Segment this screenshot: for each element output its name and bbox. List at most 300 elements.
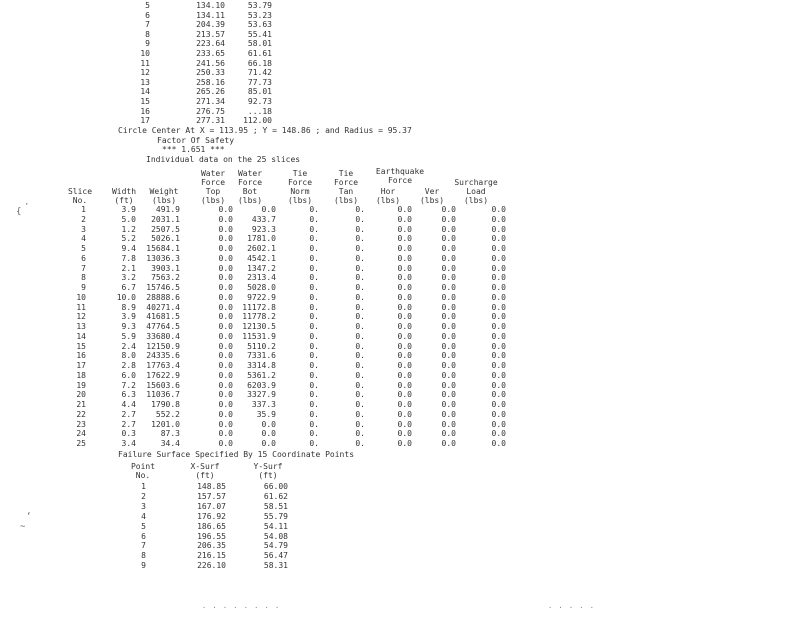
slice-weight: 2031.1 <box>151 214 180 224</box>
eq-ver: 0.0 <box>441 214 456 224</box>
point-y: 53.63 <box>247 20 272 30</box>
header-width: Width <box>111 187 137 196</box>
point-number: 7 <box>145 20 150 30</box>
slice-width: 10.0 <box>116 292 136 302</box>
slice-width: 9.3 <box>121 322 136 332</box>
surcharge: 0.0 <box>491 419 506 429</box>
tie-tan: 0. <box>355 331 365 341</box>
point-number: 15 <box>140 97 150 106</box>
water-bot: 0.0 <box>261 419 276 429</box>
slice-no: 5 <box>81 244 86 254</box>
water-bot: 6203.9 <box>247 380 276 390</box>
slice-no: 1 <box>81 205 86 214</box>
surcharge: 0.0 <box>491 409 506 419</box>
factor-of-safety-label: Factor Of Safety <box>157 136 235 145</box>
fs-point-x: 186.65 <box>197 521 226 531</box>
tie-tan: 0. <box>355 400 365 410</box>
eq-ver: 0.0 <box>441 361 456 371</box>
tie-tan: 0. <box>355 224 365 234</box>
slice-width: 3.9 <box>121 205 136 214</box>
header-width: (ft) <box>114 196 134 205</box>
slice-width: 3.9 <box>121 312 136 322</box>
water-bot: 0.0 <box>261 429 276 439</box>
slice-width: 6.3 <box>121 390 136 400</box>
slice-width: 8.0 <box>121 351 136 361</box>
eq-ver: 0.0 <box>441 370 456 380</box>
point-x: 277.31 <box>196 116 225 126</box>
water-top: 0.0 <box>218 351 233 361</box>
water-bot: 2313.4 <box>247 273 276 283</box>
water-bot: 7331.6 <box>247 351 276 361</box>
fs-point-number: 8 <box>141 551 146 561</box>
point-number: 6 <box>145 10 150 20</box>
slice-no: 15 <box>76 341 86 351</box>
surcharge: 0.0 <box>491 224 506 234</box>
point-y: 61.61 <box>247 49 272 58</box>
tie-tan: 0. <box>355 390 365 400</box>
tie-tan: 0. <box>355 283 365 293</box>
water-top: 0.0 <box>218 409 233 419</box>
header-tie-norm: Force <box>287 178 313 187</box>
tie-norm: 0. <box>309 370 319 380</box>
point-number: 16 <box>140 106 150 116</box>
fs-header-point: Point <box>130 462 156 471</box>
tie-norm: 0. <box>309 273 319 283</box>
tie-norm: 0. <box>309 234 319 244</box>
surcharge: 0.0 <box>491 429 506 439</box>
header-slice: Slice <box>67 187 93 196</box>
point-number: 10 <box>140 49 150 58</box>
water-top: 0.0 <box>218 234 233 244</box>
point-x: 258.16 <box>196 77 225 87</box>
water-top: 0.0 <box>218 400 233 410</box>
eq-ver: 0.0 <box>441 302 456 312</box>
slice-weight: 15746.5 <box>146 283 180 293</box>
tie-tan: 0. <box>355 302 365 312</box>
eq-ver: 0.0 <box>441 205 456 214</box>
eq-ver: 0.0 <box>441 283 456 293</box>
slice-width: 6.0 <box>121 370 136 380</box>
header-eq-force: Force <box>387 176 413 185</box>
slice-no: 13 <box>76 322 86 332</box>
tie-tan: 0. <box>355 419 365 429</box>
point-x: 241.56 <box>196 58 225 68</box>
tie-tan: 0. <box>355 439 365 449</box>
eq-ver: 0.0 <box>441 292 456 302</box>
point-number: 11 <box>140 58 150 68</box>
eq-hor: 0.0 <box>397 312 412 322</box>
water-bot: 5028.0 <box>247 283 276 293</box>
slice-weight: 34.4 <box>160 439 180 449</box>
water-bot: 0.0 <box>261 205 276 214</box>
eq-ver: 0.0 <box>441 234 456 244</box>
header-weight: (lbs) <box>151 196 177 205</box>
header-eq-hor: (lbs) <box>375 196 401 205</box>
tie-norm: 0. <box>309 214 319 224</box>
water-top: 0.0 <box>218 283 233 293</box>
tie-tan: 0. <box>355 380 365 390</box>
surcharge: 0.0 <box>491 253 506 263</box>
water-bot: 3327.9 <box>247 390 276 400</box>
water-top: 0.0 <box>218 322 233 332</box>
left-margin-mark: { <box>16 207 22 217</box>
tie-tan: 0. <box>355 253 365 263</box>
eq-ver: 0.0 <box>441 263 456 273</box>
point-y: ...18 <box>247 106 272 116</box>
tie-norm: 0. <box>309 283 319 293</box>
water-top: 0.0 <box>218 380 233 390</box>
slice-weight: 2507.5 <box>151 224 180 234</box>
eq-hor: 0.0 <box>397 205 412 214</box>
point-x: 265.26 <box>196 87 225 97</box>
surcharge: 0.0 <box>491 302 506 312</box>
header-water-top: Top <box>205 187 221 196</box>
surcharge: 0.0 <box>491 370 506 380</box>
failure-surface-line: Failure Surface Specified By 15 Coordinate Points <box>118 450 355 459</box>
slice-no: 3 <box>81 224 86 234</box>
surcharge: 0.0 <box>491 263 506 273</box>
fs-point-number: 3 <box>141 501 146 511</box>
water-top: 0.0 <box>218 244 233 254</box>
point-x: 233.65 <box>196 49 225 58</box>
water-top: 0.0 <box>218 341 233 351</box>
eq-ver: 0.0 <box>441 244 456 254</box>
header-surcharge: Surcharge <box>454 178 498 187</box>
tie-norm: 0. <box>309 263 319 273</box>
eq-ver: 0.0 <box>441 322 456 332</box>
fs-point-number: 6 <box>141 531 146 541</box>
fs-point-number: 2 <box>141 491 146 501</box>
eq-hor: 0.0 <box>397 400 412 410</box>
surcharge: 0.0 <box>491 439 506 449</box>
tie-tan: 0. <box>355 361 365 371</box>
point-number: 14 <box>140 87 150 97</box>
slice-no: 20 <box>76 390 86 400</box>
eq-hor: 0.0 <box>397 390 412 400</box>
left-margin-mark: · <box>24 200 30 210</box>
point-x: 276.75 <box>196 106 225 116</box>
slice-width: 5.2 <box>121 234 136 244</box>
eq-hor: 0.0 <box>397 292 412 302</box>
water-bot: 4542.1 <box>247 253 276 263</box>
water-top: 0.0 <box>218 419 233 429</box>
header-eq-ver: Ver <box>424 187 440 196</box>
surcharge: 0.0 <box>491 205 506 214</box>
slice-no: 12 <box>76 312 86 322</box>
tie-tan: 0. <box>355 292 365 302</box>
water-bot: 3314.8 <box>247 361 276 371</box>
surcharge: 0.0 <box>491 341 506 351</box>
point-y: 66.18 <box>247 58 272 68</box>
fs-point-x: 148.85 <box>197 482 226 491</box>
tie-norm: 0. <box>309 419 319 429</box>
slice-width: 6.7 <box>121 283 136 293</box>
eq-ver: 0.0 <box>441 273 456 283</box>
tie-tan: 0. <box>355 429 365 439</box>
surcharge: 0.0 <box>491 322 506 332</box>
water-bot: 5110.2 <box>247 341 276 351</box>
left-margin-mark: ~ <box>20 522 26 532</box>
slice-no: 17 <box>76 361 86 371</box>
slice-width: 7.8 <box>121 253 136 263</box>
header-earthquake: Earthquake <box>375 167 425 176</box>
eq-hor: 0.0 <box>397 331 412 341</box>
slice-weight: 41681.5 <box>146 312 180 322</box>
tie-norm: 0. <box>309 429 319 439</box>
slice-weight: 15603.6 <box>146 380 180 390</box>
fs-point-x: 196.55 <box>197 531 226 541</box>
water-bot: 9722.9 <box>247 292 276 302</box>
point-y: 58.01 <box>247 39 272 49</box>
water-top: 0.0 <box>218 302 233 312</box>
water-bot: 1781.0 <box>247 234 276 244</box>
tie-norm: 0. <box>309 312 319 322</box>
water-top: 0.0 <box>218 439 233 449</box>
point-number: 12 <box>140 68 150 78</box>
water-bot: 11531.9 <box>242 331 276 341</box>
slice-weight: 40271.4 <box>146 302 180 312</box>
tie-norm: 0. <box>309 390 319 400</box>
header-slice: No. <box>72 196 88 205</box>
water-bot: 5361.2 <box>247 370 276 380</box>
eq-ver: 0.0 <box>441 253 456 263</box>
tie-tan: 0. <box>355 273 365 283</box>
tie-tan: 0. <box>355 351 365 361</box>
slice-weight: 87.3 <box>160 429 180 439</box>
eq-ver: 0.0 <box>441 341 456 351</box>
slice-width: 0.3 <box>121 429 136 439</box>
slice-weight: 12150.9 <box>146 341 180 351</box>
slice-weight: 552.2 <box>155 409 180 419</box>
left-margin-mark: ‘ <box>26 512 32 522</box>
header-water-top: Water <box>200 169 226 178</box>
eq-ver: 0.0 <box>441 429 456 439</box>
fs-header-point: No. <box>135 471 151 480</box>
bottom-scan-artifact: · · · · · <box>548 604 595 612</box>
header-tie-norm: Tie <box>292 169 308 178</box>
circle-center-line: Circle Center At X = 113.95 ; Y = 148.86 ; and Radius = 95.37 <box>118 126 412 135</box>
fs-header-ysurf: (ft) <box>258 471 278 480</box>
tie-norm: 0. <box>309 341 319 351</box>
fs-point-y: 66.00 <box>263 482 288 491</box>
tie-norm: 0. <box>309 292 319 302</box>
point-number: 17 <box>140 116 150 126</box>
tie-tan: 0. <box>355 214 365 224</box>
water-top: 0.0 <box>218 429 233 439</box>
water-top: 0.0 <box>218 263 233 273</box>
tie-norm: 0. <box>309 244 319 254</box>
factor-of-safety-value: *** 1.651 *** <box>162 145 225 154</box>
point-y: 77.73 <box>247 77 272 87</box>
tie-tan: 0. <box>355 322 365 332</box>
eq-hor: 0.0 <box>397 253 412 263</box>
slice-no: 21 <box>76 400 86 410</box>
point-x: 134.10 <box>196 1 225 10</box>
surcharge: 0.0 <box>491 234 506 244</box>
point-number: 13 <box>140 77 150 87</box>
tie-tan: 0. <box>355 409 365 419</box>
header-water-bot: Force <box>237 178 263 187</box>
slice-no: 25 <box>76 439 86 449</box>
slice-no: 16 <box>76 351 86 361</box>
water-top: 0.0 <box>218 205 233 214</box>
fs-point-y: 54.79 <box>263 541 288 551</box>
slice-no: 19 <box>76 380 86 390</box>
eq-hor: 0.0 <box>397 409 412 419</box>
header-tie-norm: (lbs) <box>287 196 313 205</box>
fs-point-y: 58.51 <box>263 501 288 511</box>
fs-point-y: 54.11 <box>263 521 288 531</box>
point-number: 5 <box>145 1 150 10</box>
header-tie-tan: Tie <box>338 169 354 178</box>
tie-norm: 0. <box>309 302 319 312</box>
slice-width: 2.8 <box>121 361 136 371</box>
surcharge: 0.0 <box>491 214 506 224</box>
fs-header-xsurf: X-Surf <box>190 462 220 471</box>
slice-width: 2.1 <box>121 263 136 273</box>
eq-ver: 0.0 <box>441 331 456 341</box>
eq-ver: 0.0 <box>441 439 456 449</box>
point-number: 9 <box>145 39 150 49</box>
surcharge: 0.0 <box>491 390 506 400</box>
eq-hor: 0.0 <box>397 214 412 224</box>
slice-width: 2.7 <box>121 409 136 419</box>
slice-width: 5.9 <box>121 331 136 341</box>
eq-ver: 0.0 <box>441 380 456 390</box>
tie-tan: 0. <box>355 205 365 214</box>
header-eq-ver: (lbs) <box>419 196 445 205</box>
surcharge: 0.0 <box>491 400 506 410</box>
eq-hor: 0.0 <box>397 361 412 371</box>
fs-point-x: 167.07 <box>197 501 226 511</box>
tie-norm: 0. <box>309 351 319 361</box>
header-surcharge: (lbs) <box>463 196 489 205</box>
water-top: 0.0 <box>218 331 233 341</box>
slice-weight: 11036.7 <box>146 390 180 400</box>
slice-width: 8.9 <box>121 302 136 312</box>
slice-no: 23 <box>76 419 86 429</box>
tie-tan: 0. <box>355 370 365 380</box>
fs-point-y: 56.47 <box>263 551 288 561</box>
slice-no: 6 <box>81 253 86 263</box>
slice-weight: 7563.2 <box>151 273 180 283</box>
eq-hor: 0.0 <box>397 302 412 312</box>
eq-hor: 0.0 <box>397 341 412 351</box>
slice-weight: 5026.1 <box>151 234 180 244</box>
slice-no: 10 <box>76 292 86 302</box>
point-y: 85.01 <box>247 87 272 97</box>
point-y: 53.79 <box>247 1 272 10</box>
slice-weight: 13036.3 <box>146 253 180 263</box>
fs-point-x: 176.92 <box>197 511 226 521</box>
fs-point-number: 9 <box>141 561 146 571</box>
tie-norm: 0. <box>309 253 319 263</box>
water-bot: 1347.2 <box>247 263 276 273</box>
point-x: 223.64 <box>196 39 225 49</box>
fs-point-number: 5 <box>141 521 146 531</box>
water-bot: 433.7 <box>251 214 276 224</box>
fs-point-x: 206.35 <box>197 541 226 551</box>
surcharge: 0.0 <box>491 351 506 361</box>
eq-hor: 0.0 <box>397 224 412 234</box>
slice-weight: 15684.1 <box>146 244 180 254</box>
eq-hor: 0.0 <box>397 351 412 361</box>
point-x: 271.34 <box>196 97 225 106</box>
slice-weight: 17763.4 <box>146 361 180 371</box>
eq-hor: 0.0 <box>397 273 412 283</box>
point-y: 112.00 <box>243 116 272 126</box>
tie-norm: 0. <box>309 380 319 390</box>
eq-hor: 0.0 <box>397 429 412 439</box>
eq-hor: 0.0 <box>397 380 412 390</box>
point-number: 8 <box>145 29 150 39</box>
eq-hor: 0.0 <box>397 419 412 429</box>
slice-no: 2 <box>81 214 86 224</box>
water-top: 0.0 <box>218 214 233 224</box>
individual-data-line: Individual data on the 25 slices <box>146 155 301 164</box>
tie-norm: 0. <box>309 439 319 449</box>
tie-norm: 0. <box>309 331 319 341</box>
slice-width: 9.4 <box>121 244 136 254</box>
slice-no: 18 <box>76 370 86 380</box>
slice-no: 11 <box>76 302 86 312</box>
slice-no: 8 <box>81 273 86 283</box>
slice-weight: 24335.6 <box>146 351 180 361</box>
slice-weight: 3903.1 <box>151 263 180 273</box>
slice-width: 7.2 <box>121 380 136 390</box>
water-bot: 11172.8 <box>242 302 276 312</box>
header-weight: Weight <box>149 187 179 196</box>
slice-no: 14 <box>76 331 86 341</box>
slice-width: 2.4 <box>121 341 136 351</box>
surcharge: 0.0 <box>491 361 506 371</box>
water-top: 0.0 <box>218 273 233 283</box>
slice-weight: 491.9 <box>155 205 180 214</box>
tie-tan: 0. <box>355 244 365 254</box>
header-water-top: Force <box>200 178 226 187</box>
slice-no: 4 <box>81 234 86 244</box>
fs-point-y: 55.79 <box>263 511 288 521</box>
header-eq-hor: Hor <box>380 187 396 196</box>
eq-ver: 0.0 <box>441 419 456 429</box>
fs-point-number: 7 <box>141 541 146 551</box>
slice-weight: 47764.5 <box>146 322 180 332</box>
tie-tan: 0. <box>355 312 365 322</box>
slice-width: 1.2 <box>121 224 136 234</box>
header-tie-norm: Norm <box>290 187 310 196</box>
point-y: 55.41 <box>247 29 272 39</box>
header-water-top: (lbs) <box>200 196 226 205</box>
point-x: 134.11 <box>196 10 225 20</box>
fs-point-number: 4 <box>141 511 146 521</box>
fs-point-number: 1 <box>141 482 146 491</box>
point-x: 204.39 <box>196 20 225 30</box>
fs-header-ysurf: Y-Surf <box>253 462 283 471</box>
slice-no: 9 <box>81 283 86 293</box>
water-top: 0.0 <box>218 292 233 302</box>
slice-weight: 28888.6 <box>146 292 180 302</box>
eq-hor: 0.0 <box>397 322 412 332</box>
tie-norm: 0. <box>309 224 319 234</box>
header-water-bot: (lbs) <box>237 196 263 205</box>
header-tie-tan: Force <box>333 178 359 187</box>
slice-no: 22 <box>76 409 86 419</box>
fs-point-x: 216.15 <box>197 551 226 561</box>
surcharge: 0.0 <box>491 312 506 322</box>
water-bot: 923.3 <box>251 224 276 234</box>
slice-width: 3.4 <box>121 439 136 449</box>
tie-norm: 0. <box>309 409 319 419</box>
